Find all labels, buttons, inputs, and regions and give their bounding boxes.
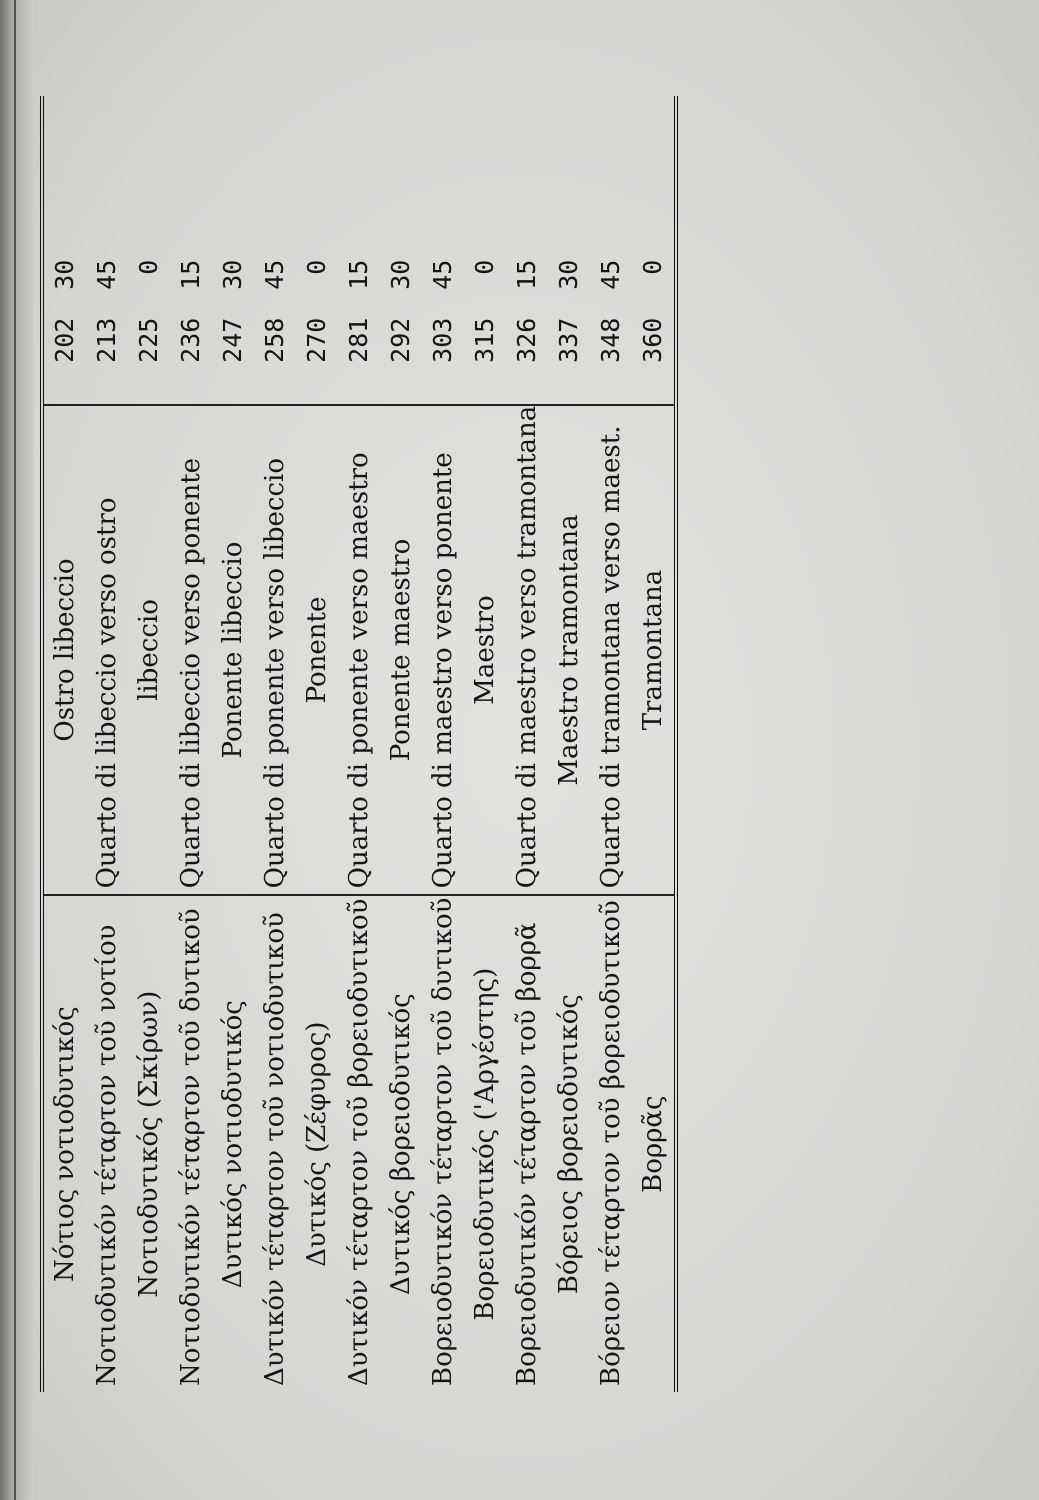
- bearing-degrees: 225: [134, 317, 163, 363]
- bearing-minutes: 0: [638, 259, 667, 275]
- italian-wind-name: Quarto di libeccio verso ostro: [86, 405, 128, 896]
- italian-wind-name: Quarto di ponente verso maestro: [338, 405, 380, 896]
- greek-wind-name: Βορειοδυτικόν τέταρτον τοῦ βορρᾶ: [512, 922, 542, 1386]
- italian-wind-name: Quarto di maestro verso tramontana: [506, 405, 548, 896]
- bearing-minutes: 30: [50, 259, 79, 290]
- bearing-minutes: 15: [176, 259, 205, 290]
- greek-wind-name: Δυτικόν τέταρτον τοῦ νοτιοδυτικοῦ: [260, 912, 290, 1386]
- table-row: [548, 96, 590, 1392]
- bearing-degrees: 360: [638, 317, 667, 363]
- bearing-cell: [86, 96, 128, 405]
- table-row: [128, 96, 170, 1392]
- table-row: [212, 96, 254, 1392]
- bearing-minutes: 0: [134, 259, 163, 275]
- bearing-cell: [464, 96, 506, 405]
- bearing-minutes: 45: [260, 259, 289, 290]
- italian-wind-name: Ostro libeccio: [42, 405, 86, 896]
- greek-wind-name: Δυτικός (Ζέφυρος): [302, 1021, 332, 1267]
- table-row: [86, 96, 128, 1392]
- bearing-minutes: 45: [596, 259, 625, 290]
- bearing-minutes: 30: [386, 259, 415, 290]
- greek-wind-name: Δυτικός βορειοδυτικός: [386, 993, 416, 1296]
- bearing-degrees: 202: [50, 317, 79, 363]
- italian-wind-name: Maestro tramontana: [548, 405, 590, 896]
- bearing-cell: [128, 96, 170, 405]
- bearing-cell: [338, 96, 380, 405]
- italian-wind-name: Quarto di maestro verso ponente: [422, 405, 464, 896]
- table-row: [296, 96, 338, 1392]
- table-row: [42, 96, 86, 1392]
- bearing-minutes: 0: [302, 259, 331, 275]
- bearing-degrees: 348: [596, 317, 625, 363]
- table-row: [422, 96, 464, 1392]
- greek-wind-name: Δυτικόν τέταρτον τοῦ βορειοδυτικοῦ: [344, 898, 374, 1386]
- greek-wind-name: Βορρᾶς: [638, 1095, 668, 1193]
- bearing-cell: [422, 96, 464, 405]
- greek-wind-name: Νοτιοδυτικόν τέταρτον τοῦ νοτίου: [92, 924, 122, 1386]
- bearing-cell: [42, 96, 86, 405]
- bearing-cell: [506, 96, 548, 405]
- table-row: [632, 96, 676, 1392]
- italian-wind-name: libeccio: [128, 405, 170, 896]
- bearing-minutes: 30: [218, 259, 247, 290]
- table-row: [254, 96, 296, 1392]
- greek-wind-name: Νοτιοδυτικόν τέταρτον τοῦ δυτικοῦ: [176, 908, 206, 1386]
- italian-wind-name: Maestro: [464, 405, 506, 896]
- bearing-minutes: 45: [92, 259, 121, 290]
- greek-wind-name: Βορειοδυτικός ('Αργέστης): [470, 967, 500, 1321]
- greek-wind-name: Νότιος νοτιοδυτικός: [50, 1006, 80, 1282]
- table-row: [464, 96, 506, 1392]
- wind-direction-table: [40, 96, 678, 1392]
- table-row: [380, 96, 422, 1392]
- bearing-degrees: 213: [92, 317, 121, 363]
- bearing-minutes: 45: [428, 259, 457, 290]
- greek-wind-name: Νοτιοδυτικός (Σκίρων): [134, 990, 164, 1298]
- bearing-minutes: 15: [512, 259, 541, 290]
- bearing-degrees: 236: [176, 317, 205, 363]
- bearing-minutes: 30: [554, 259, 583, 290]
- bearing-degrees: 326: [512, 317, 541, 363]
- bearing-cell: [380, 96, 422, 405]
- greek-wind-name: Βόρειον τέταρτον τοῦ βορειοδυτικοῦ: [596, 900, 626, 1386]
- bearing-degrees: 315: [470, 317, 499, 363]
- bearing-degrees: 247: [218, 317, 247, 363]
- italian-wind-name: Ponente libeccio: [212, 405, 254, 896]
- bearing-cell: [548, 96, 590, 405]
- bearing-minutes: 15: [344, 259, 373, 290]
- bearing-cell: [254, 96, 296, 405]
- bearing-cell: [296, 96, 338, 405]
- bearing-cell: [212, 96, 254, 405]
- bearing-degrees: 270: [302, 317, 331, 363]
- bearing-degrees: 258: [260, 317, 289, 363]
- greek-wind-name: Βόρειος βορειοδυτικός: [554, 994, 584, 1295]
- italian-wind-name: Ponente maestro: [380, 405, 422, 896]
- bearing-degrees: 281: [344, 317, 373, 363]
- table-row: [338, 96, 380, 1392]
- bearing-degrees: 303: [428, 317, 457, 363]
- italian-wind-name: Quarto di libeccio verso ponente: [170, 405, 212, 896]
- italian-wind-name: Tramontana: [632, 405, 676, 896]
- bearing-cell: [170, 96, 212, 405]
- greek-wind-name: Δυτικός νοτιοδυτικός: [218, 1000, 248, 1289]
- italian-wind-name: Quarto di ponente verso libeccio: [254, 405, 296, 896]
- bearing-degrees: 337: [554, 317, 583, 363]
- greek-wind-name: Βορειοδυτικόν τέταρτον τοῦ δυτικοῦ: [428, 897, 458, 1386]
- italian-wind-name: Quarto di tramontana verso maest.: [590, 405, 632, 896]
- bearing-degrees: 292: [386, 317, 415, 363]
- table-row: [590, 96, 632, 1392]
- table-row: [506, 96, 548, 1392]
- bearing-cell: [590, 96, 632, 405]
- bearing-minutes: 0: [470, 259, 499, 275]
- table-body: [42, 96, 676, 1392]
- italian-wind-name: Ponente: [296, 405, 338, 896]
- bearing-cell: [632, 96, 676, 405]
- table-row: [170, 96, 212, 1392]
